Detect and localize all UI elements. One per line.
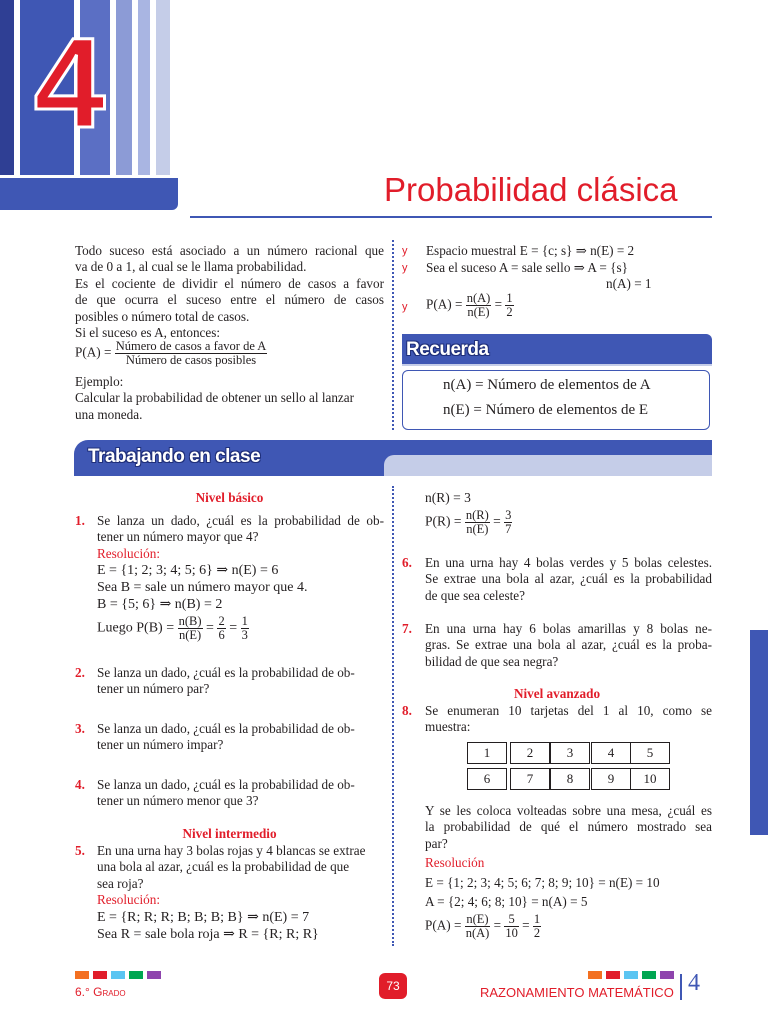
card-6: 6 xyxy=(467,768,507,790)
example-text: Ejemplo: Calcular la probabilidad de obtener un sello al lanzar una moneda. xyxy=(75,374,355,422)
side-tab xyxy=(750,630,768,835)
section-banner-light xyxy=(384,455,712,476)
column-divider xyxy=(392,240,394,430)
recuerda-line2: n(E) = Número de elementos de E xyxy=(443,402,649,418)
question-2: 2. Se lanza un dado, ¿cuál es la probabilidad de ob- tener un número par? xyxy=(75,665,355,697)
question-5: 5. En una urna hay 3 bolas rojas y 4 blancas se extrae una bola al azar, ¿cuál es la probabilidad de que sea roja? Resolución: E = {R; R; R; B; B; B; B} ⇒ n(E) = 7 Sea R = sale bola roja ⇒ R = {R; R; R} xyxy=(75,843,366,942)
probability-formula: P(A) = $\frac{\text{Número de casos a favor de A}}{\text{Número de casos posibles}}$ xyxy=(75,339,267,367)
q5-continued: n(R) = 3 P(R) = $\frac{n(R)}{n(E)}$ = $\frac{3}{7}$ xyxy=(425,490,512,537)
card-1: 1 xyxy=(467,742,507,764)
question-8-continued: Y se les coloca volteadas sobre una mesa, ¿cuál es la probabilidad de qué el número mostrado sea par? Resolución E = {1; 2; 3; 4; 5; 6; 7; 8; 9; 10} = n(E) = 10 A = {2; 4; 6; 8; 10} = n(A) = 5 P(A) = $\frac{n(E)}{n(A)}$ = $\frac{5}{10}$ = $\frac{1}{2}$ xyxy=(425,803,712,941)
title-underline xyxy=(190,216,712,218)
card-7: 7 xyxy=(510,768,550,790)
question-1: 1. Se lanza un dado, ¿cuál es la probabilidad de ob- tener un número mayor que 4? Resolución: E = {1; 2; 3; 4; 5; 6} ⇒ n(E) = 6 Sea B = sale un número mayor que 4. B = {5; 6} ⇒ n(B) = 2 Luego P(B) = $\frac{n(B)}{n(E)}$ = $\frac{2}{6}$ = $\frac{1}{3}$ xyxy=(75,513,384,643)
card-9: 9 xyxy=(591,768,631,790)
card-3: 3 xyxy=(550,742,590,764)
card-10: 10 xyxy=(630,768,670,790)
level-intermediate: Nivel intermedio xyxy=(182,826,277,841)
recuerda-line1: n(A) = Número de elementos de A xyxy=(443,377,651,393)
example-solution: y Espacio muestral E = {c; s} ⇒ n(E) = 2 y Sea el suceso A = sale sello ⇒ A = {s} n(A) = 1 y P(A) = $\frac{n(A)}{n(E)}$ = $\frac{1}{2}$ xyxy=(402,243,652,319)
section-title: Trabajando en clase xyxy=(88,446,261,467)
question-6: 6. En una urna hay 4 bolas verdes y 5 bolas celestes. Se extrae una bola al azar, ¿cuál es la probabilidad de que sea celeste? xyxy=(402,555,712,603)
card-2: 2 xyxy=(510,742,550,764)
footer-grade: 6.° Grado xyxy=(75,985,126,999)
card-5: 5 xyxy=(630,742,670,764)
footer-divider xyxy=(680,974,682,1000)
question-3: 3. Se lanza un dado, ¿cuál es la probabilidad de ob- tener un número impar? xyxy=(75,721,355,753)
level-advanced: Nivel avanzado xyxy=(513,686,601,701)
card-4: 4 xyxy=(591,742,631,764)
recuerda-title: Recuerda xyxy=(406,339,489,360)
card-8: 8 xyxy=(550,768,590,790)
intro-text: Todo suceso está asociado a un número racional que va de 0 a 1, al cual se le llama probabilidad. Es el cociente de dividir el número de casos a favor de que ocurra el suceso entre el número de casos posibles o número total de casos. Si el suceso es A, entonces: xyxy=(75,243,384,341)
page-title: Probabilidad clásica xyxy=(384,171,678,208)
footer-chapter: 4 xyxy=(688,970,700,996)
chapter-number: 4 xyxy=(34,12,106,155)
question-4: 4. Se lanza un dado, ¿cuál es la probabilidad de ob- tener un número menor que 3? xyxy=(75,777,355,809)
column-divider-lower xyxy=(392,486,394,946)
level-basic: Nivel básico xyxy=(195,490,264,505)
footer-subject: RAZONAMIENTO MATEMÁTICO xyxy=(480,985,674,1000)
question-8: 8. Se enumeran 10 tarjetas del 1 al 10, como se muestra: xyxy=(402,703,712,735)
page-number: 73 xyxy=(379,973,407,999)
question-7: 7. En una urna hay 6 bolas amarillas y 8 bolas ne- gras. Se extrae una bola al azar, ¿cuál es la proba- bilidad de que sea negra? xyxy=(402,621,712,669)
